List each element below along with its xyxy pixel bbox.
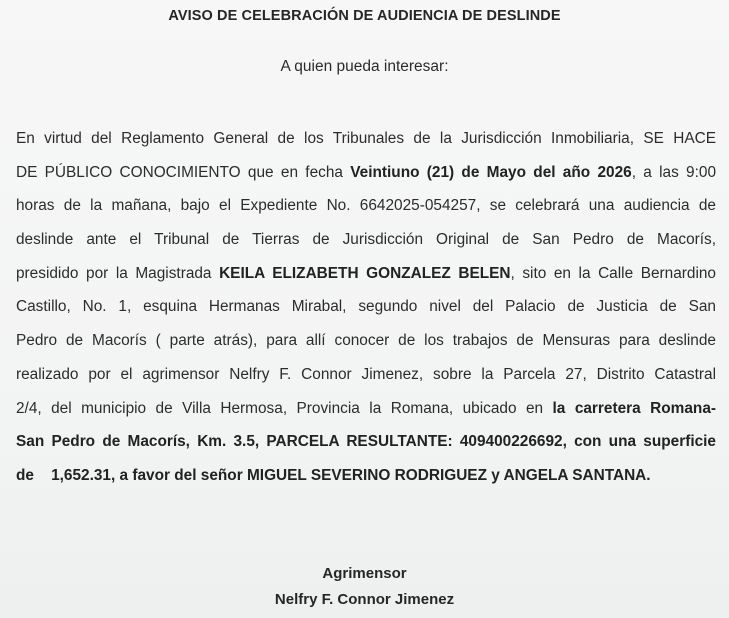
body-line-11 (16, 459, 716, 493)
body-line-9 (16, 392, 716, 426)
body-line-text: , sito en la Calle Bernardino (510, 264, 716, 282)
body-line-text: , a las 9:00 (631, 163, 717, 181)
signature-role: Agrimensor (322, 565, 407, 582)
body-line-1 (16, 122, 716, 156)
body-line-2 (16, 156, 716, 190)
body-line-3 (16, 189, 716, 223)
notice-title: AVISO DE CELEBRACIÓN DE AUDIENCIA DE DESLINDE (168, 8, 561, 24)
body-line-6 (16, 290, 716, 324)
body-line-text: 2/4, del municipio de Villa Hermosa, Provincia la Romana, ubicado en (16, 399, 553, 417)
beneficiaries: de 1,652.31, a favor del señor MIGUEL SEVERINO RODRIGUEZ y ANGELA SANTANA. (16, 466, 651, 484)
body-line-text: deslinde ante el Tribunal de Tierras de Jurisdicción Original de San Pedro de Macorís, (16, 231, 716, 249)
body-line-text: Castillo, No. 1, esquina Hermanas Mirabal, segundo nivel del Palacio de Justicia de San (16, 298, 716, 316)
location-text: la carretera Romana- (552, 399, 716, 417)
body-line-text: horas de la mañana, bajo el Expediente No. 6642025-054257, se celebrará una audiencia de (16, 197, 716, 215)
body-line-text: realizado por el agrimensor Nelfry F. Connor Jimenez, sobre la Parcela 27, Distrito Catastral (16, 365, 716, 383)
notice-body (16, 122, 716, 493)
body-line-text: DE PÚBLICO CONOCIMIENTO que en fecha (16, 163, 351, 181)
body-line-text: Pedro de Macorís ( parte atrás), para allí conocer de los trabajos de Mensuras para deslinde (16, 332, 716, 350)
hearing-date: Veintiuno (21) de Mayo del año 2026 (350, 163, 632, 181)
body-line-7 (16, 324, 716, 358)
magistrate-name: KEILA ELIZABETH GONZALEZ BELEN (219, 264, 511, 282)
body-line-8 (16, 358, 716, 392)
signature-name: Nelfry F. Connor Jimenez (274, 591, 455, 608)
body-line-10 (16, 425, 716, 459)
body-line-text: presidido por la Magistrada (16, 264, 220, 282)
greeting: A quien pueda interesar: (280, 58, 449, 75)
body-line-5 (16, 257, 716, 291)
body-line-text: En virtud del Reglamento General de los Tribunales de la Jurisdicción Inmobiliaria, SE HACE (16, 130, 716, 147)
body-line-4 (16, 223, 716, 257)
parcel-details: San Pedro de Macorís, Km. 3.5, PARCELA RESULTANTE: 409400226692, con una superficie (16, 433, 716, 451)
